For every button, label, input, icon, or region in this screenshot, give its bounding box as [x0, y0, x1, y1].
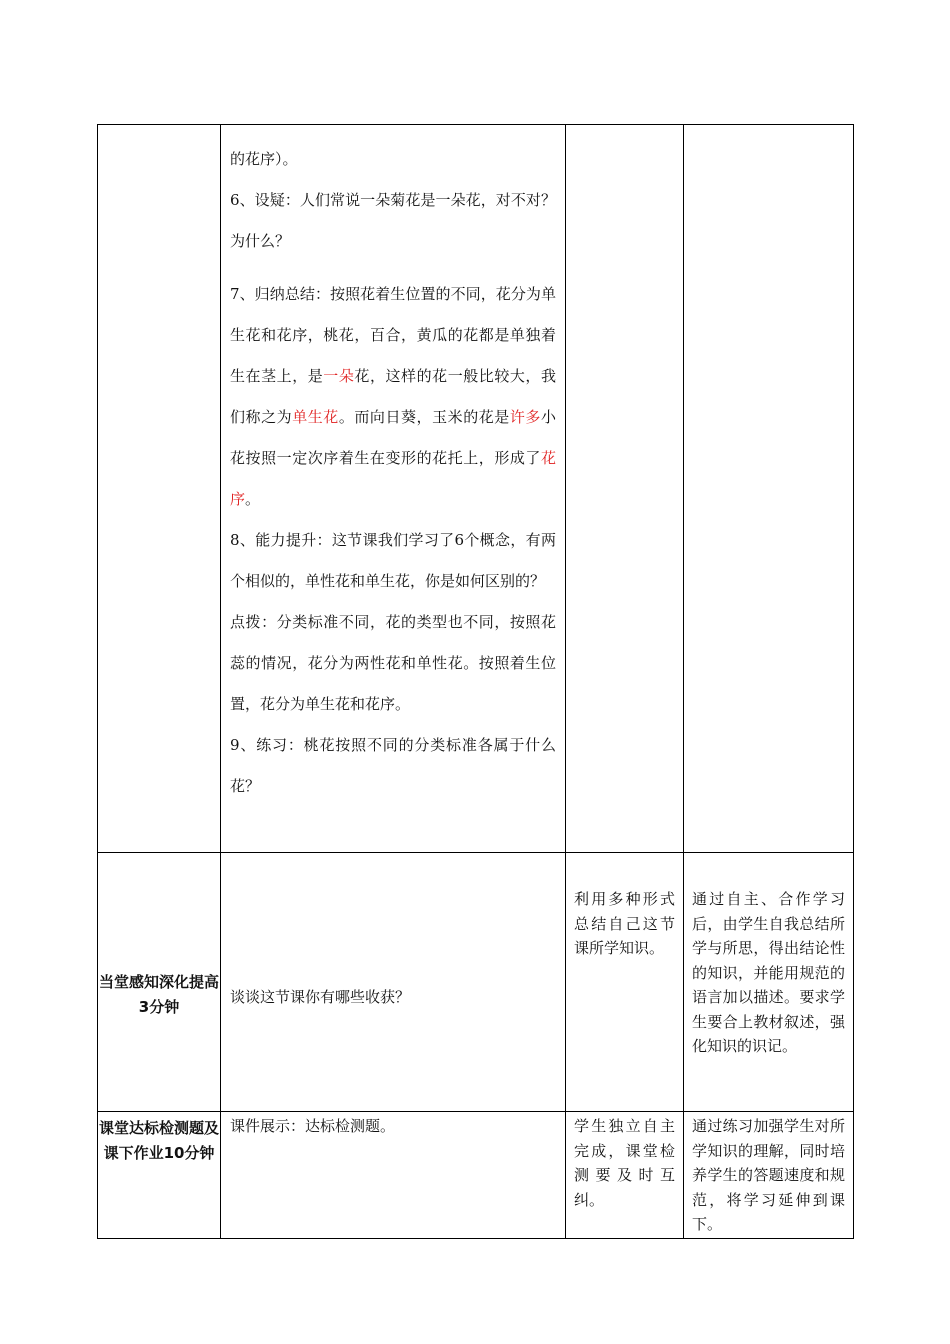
text-line: 的花序）。 — [230, 150, 298, 168]
design-intent-cell: 通过自主、合作学习后，由学生自我总结所学与所思，得出结论性的知识，并能用规范的语言加以描述。要求学生要合上教材叙述，强化知识的识记。 — [684, 853, 854, 1112]
summary-paragraph: 7、归纳总结：按照花着生位置的不同，花分为单生花和花序，桃花，百合，黄瓜的花都是单独着生在茎上，是一朵花，这样的花一般比较大，我们称之为单生花。而向日葵，玉米的花是许多小花按照一定次序着生在变形的花托上，形成了花序。 — [230, 285, 556, 508]
table-row — [98, 125, 854, 853]
text-line: 点拨：分类标准不同，花的类型也不同，按照花蕊的情况，花分为两性花和单性花。按照着生位置，花分为单生花和花序。 — [230, 613, 556, 713]
student-activity-cell — [566, 125, 684, 853]
highlight-text: 单生花 — [292, 408, 339, 426]
text-line: 6、设疑：人们常说一朵菊花是一朵花，对不对？为什么？ — [230, 191, 556, 250]
student-activity-cell: 学生独立自主完成，课堂检测要及时互纠。 — [566, 1112, 684, 1239]
table-row — [98, 853, 854, 1112]
stage-label: 当堂感知深化提高3分钟 — [98, 973, 219, 1016]
stage-cell — [98, 853, 221, 1112]
stage-cell — [98, 1112, 221, 1239]
content-cell: 课件展示：达标检测题。 — [221, 1112, 566, 1239]
design-intent-cell — [684, 125, 854, 853]
table-row — [98, 1112, 854, 1239]
stage-cell — [98, 125, 221, 853]
highlight-text: 许多 — [509, 408, 541, 426]
lesson-plan-table — [97, 124, 854, 1239]
highlight-text: 花序 — [230, 449, 556, 508]
stage-label: 课堂达标检测题及课下作业10分钟 — [98, 1119, 219, 1162]
content-cell: 谈谈这节课你有哪些收获？ — [221, 853, 566, 1112]
highlight-text: 一朵 — [323, 367, 355, 385]
content-cell — [221, 125, 566, 853]
design-intent-cell: 通过练习加强学生对所学知识的理解，同时培养学生的答题速度和规范，将学习延伸到课下。 — [684, 1112, 854, 1239]
text-line: 8、能力提升：这节课我们学习了6个概念，有两个相似的，单性花和单生花，你是如何区别的？ — [230, 531, 556, 590]
student-activity-cell: 利用多种形式总结自己这节课所学知识。 — [566, 853, 684, 1112]
text-line: 9、练习：桃花按照不同的分类标准各属于什么花？ — [230, 736, 556, 795]
